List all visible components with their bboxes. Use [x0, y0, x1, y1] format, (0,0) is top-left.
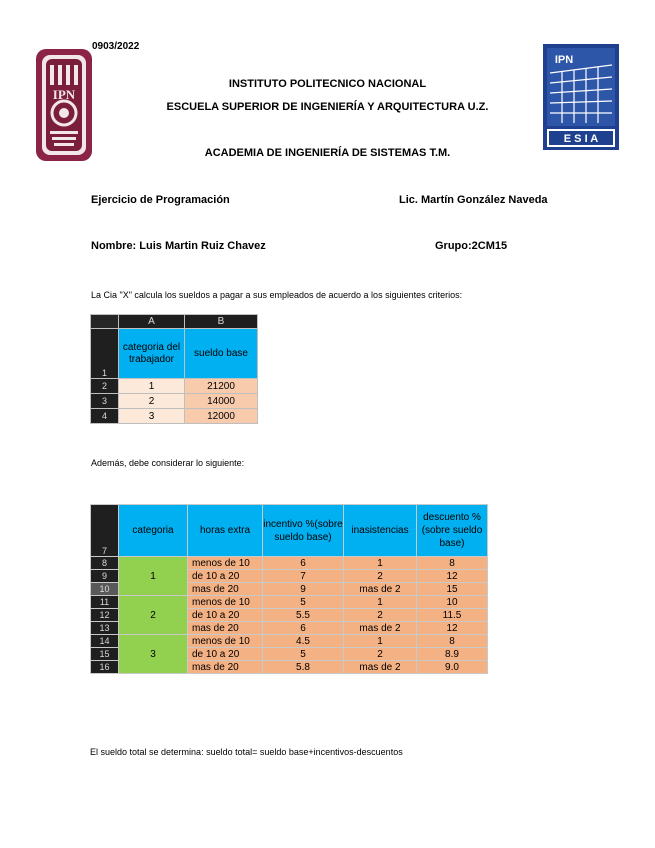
- cell-horas[interactable]: menos de 10: [188, 596, 263, 609]
- academy-title: ACADEMIA DE INGENIERÍA DE SISTEMAS T.M.: [204, 147, 451, 159]
- row-header-12[interactable]: 12: [91, 609, 119, 622]
- esia-logo: [542, 43, 620, 151]
- cell-descuento[interactable]: 12: [417, 570, 488, 583]
- cell-horas[interactable]: mas de 20: [188, 583, 263, 596]
- cell-categoria[interactable]: 1: [119, 379, 185, 394]
- cell-descuento[interactable]: 8.9: [417, 648, 488, 661]
- cell-inasistencias[interactable]: 1: [344, 635, 417, 648]
- cell-inasistencias[interactable]: 2: [344, 648, 417, 661]
- cell-inasistencias[interactable]: 1: [344, 596, 417, 609]
- cell-incentivo[interactable]: 5.8: [263, 661, 344, 674]
- cell-categoria[interactable]: 3: [119, 409, 185, 424]
- column-header-a[interactable]: A: [119, 315, 185, 329]
- header-sueldo-base[interactable]: sueldo base: [185, 329, 258, 379]
- row-header-14[interactable]: 14: [91, 635, 119, 648]
- cell-descuento[interactable]: 11.5: [417, 609, 488, 622]
- cell-descuento[interactable]: 8: [417, 557, 488, 570]
- cell-inasistencias[interactable]: 1: [344, 557, 417, 570]
- base-salary-table: [90, 314, 258, 424]
- cell-horas[interactable]: mas de 20: [188, 622, 263, 635]
- header-horas-extra[interactable]: horas extra: [188, 505, 263, 557]
- cell-sueldo[interactable]: 21200: [185, 379, 258, 394]
- cell-inasistencias[interactable]: mas de 2: [344, 622, 417, 635]
- cell-horas[interactable]: menos de 10: [188, 635, 263, 648]
- cell-categoria-2[interactable]: 2: [119, 596, 188, 635]
- cell-descuento[interactable]: 8: [417, 635, 488, 648]
- student-name: Nombre: Luis Martin Ruiz Chavez: [91, 240, 266, 252]
- row-header-7[interactable]: 7: [91, 505, 119, 557]
- row-header-16[interactable]: 16: [91, 661, 119, 674]
- cell-incentivo[interactable]: 5: [263, 596, 344, 609]
- cell-horas[interactable]: mas de 20: [188, 661, 263, 674]
- cell-categoria[interactable]: 2: [119, 394, 185, 409]
- cell-descuento[interactable]: 9.0: [417, 661, 488, 674]
- intro-text: La Cia "X" calcula los sueldos a pagar a sus empleados de acuerdo a los siguientes criterios:: [91, 290, 463, 300]
- header-incentivo[interactable]: incentivo %(sobre sueldo base): [263, 505, 344, 557]
- header-inasistencias[interactable]: inasistencias: [344, 505, 417, 557]
- cell-incentivo[interactable]: 4.5: [263, 635, 344, 648]
- row-header-3[interactable]: 3: [91, 394, 119, 409]
- footer-formula: El sueldo total se determina: sueldo total= sueldo base+incentivos-descuentos: [90, 747, 403, 757]
- cell-sueldo[interactable]: 12000: [185, 409, 258, 424]
- cell-descuento[interactable]: 15: [417, 583, 488, 596]
- criteria-table: [90, 504, 488, 674]
- cell-incentivo[interactable]: 9: [263, 583, 344, 596]
- cell-horas[interactable]: de 10 a 20: [188, 648, 263, 661]
- row-header-1[interactable]: 1: [91, 329, 119, 379]
- institute-title: INSTITUTO POLITECNICO NACIONAL: [228, 78, 427, 90]
- select-all-corner[interactable]: [91, 315, 119, 329]
- cell-incentivo[interactable]: 5: [263, 648, 344, 661]
- cell-inasistencias[interactable]: 2: [344, 570, 417, 583]
- esia-logo-ipn-lettering: IPN: [554, 54, 574, 66]
- row-header-9[interactable]: 9: [91, 570, 119, 583]
- cell-incentivo[interactable]: 6: [263, 557, 344, 570]
- cell-horas[interactable]: menos de 10: [188, 557, 263, 570]
- teacher-name: Lic. Martín González Naveda: [399, 194, 548, 206]
- header-descuento[interactable]: descuento %(sobre sueldo base): [417, 505, 488, 557]
- header-categoria[interactable]: categoria: [119, 505, 188, 557]
- cell-inasistencias[interactable]: 2: [344, 609, 417, 622]
- school-title: ESCUELA SUPERIOR DE INGENIERÍA Y ARQUITECTURA U.Z.: [166, 101, 489, 113]
- document-date: 0903/2022: [92, 41, 140, 52]
- esia-logo-lettering: E S I A: [563, 133, 599, 145]
- row-header-4[interactable]: 4: [91, 409, 119, 424]
- group-label: Grupo:2CM15: [435, 240, 508, 252]
- cell-sueldo[interactable]: 14000: [185, 394, 258, 409]
- cell-horas[interactable]: de 10 a 20: [188, 609, 263, 622]
- row-header-10[interactable]: 10: [91, 583, 119, 596]
- row-header-8[interactable]: 8: [91, 557, 119, 570]
- cell-inasistencias[interactable]: mas de 2: [344, 583, 417, 596]
- cell-incentivo[interactable]: 6: [263, 622, 344, 635]
- row-header-11[interactable]: 11: [91, 596, 119, 609]
- row-header-2[interactable]: 2: [91, 379, 119, 394]
- cell-inasistencias[interactable]: mas de 2: [344, 661, 417, 674]
- cell-horas[interactable]: de 10 a 20: [188, 570, 263, 583]
- column-header-b[interactable]: B: [185, 315, 258, 329]
- ipn-seal-lettering: IPN: [52, 87, 76, 102]
- cell-categoria-1[interactable]: 1: [119, 557, 188, 596]
- ademas-text: Además, debe considerar lo siguiente:: [91, 458, 245, 468]
- exercise-title: Ejercicio de Programación: [91, 194, 230, 206]
- cell-categoria-3[interactable]: 3: [119, 635, 188, 674]
- row-header-13[interactable]: 13: [91, 622, 119, 635]
- row-header-15[interactable]: 15: [91, 648, 119, 661]
- header-categoria-trabajador[interactable]: categoria del trabajador: [119, 329, 185, 379]
- cell-descuento[interactable]: 10: [417, 596, 488, 609]
- cell-descuento[interactable]: 12: [417, 622, 488, 635]
- cell-incentivo[interactable]: 7: [263, 570, 344, 583]
- cell-incentivo[interactable]: 5.5: [263, 609, 344, 622]
